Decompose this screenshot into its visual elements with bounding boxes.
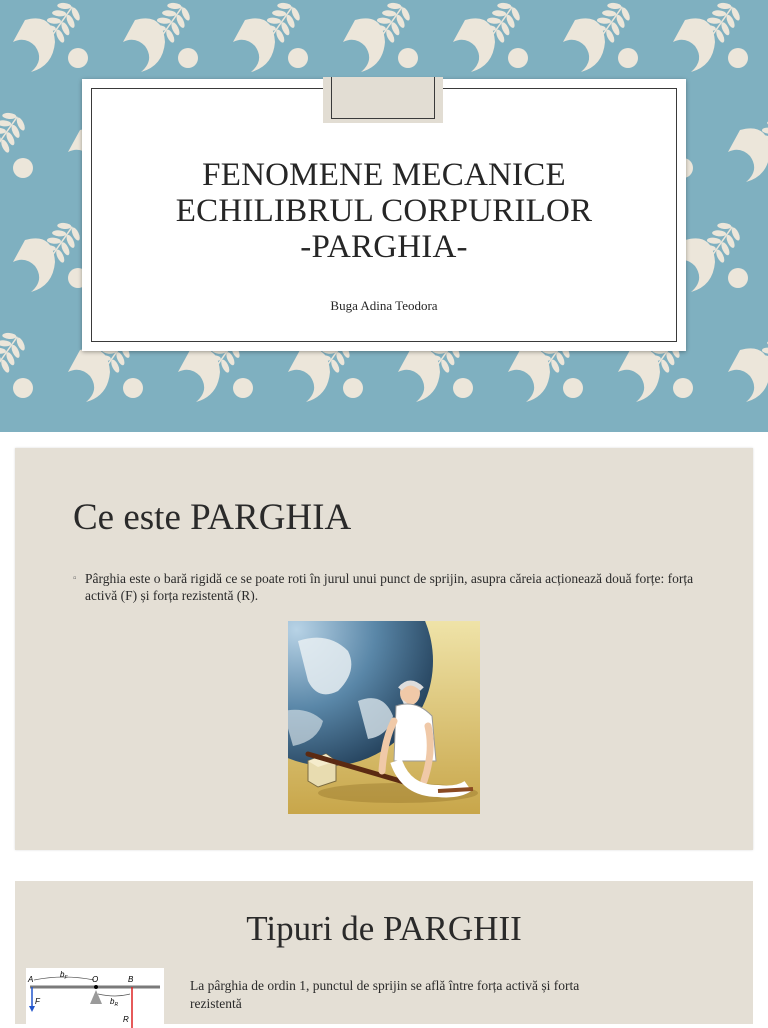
label-b: B: [128, 975, 134, 984]
label-br: $b_R$: [110, 997, 119, 1008]
presentation-title: [82, 157, 686, 265]
title-line-3: -PARGHIA-: [300, 229, 468, 265]
title-card-tab: [323, 77, 443, 123]
title-slide: [0, 0, 768, 432]
slide-heading: Tipuri de PARGHII: [246, 909, 522, 948]
label-bf: $b_F$: [60, 970, 68, 981]
first-class-lever-diagram: [26, 968, 164, 1028]
label-r: R: [123, 1015, 129, 1024]
title-line-2: ECHILIBRUL CORPURILOR: [175, 193, 593, 229]
author-name: Buga Adina Teodora: [330, 298, 438, 313]
label-o: O: [92, 975, 99, 984]
title-line-1: FENOMENE MECANICE: [202, 157, 566, 193]
bullet-text: Pârghia este o bară rigidă ce se poate roti în jurul unui punct de sprijin, asupra căreia acționează două forțe: forța activă (F) și forța rezistentă (R).: [85, 571, 694, 603]
title-card: [82, 79, 686, 351]
archimedes-lever-illustration: [288, 621, 480, 814]
definition-bullet: [73, 570, 695, 604]
lever-types-slide: [15, 881, 753, 1024]
bullet-marker: ▫: [73, 573, 77, 584]
lever-type-description: La pârghia de ordin 1, punctul de sprijin se află între forța activă și forta rezistentă: [190, 978, 580, 1011]
label-a: A: [28, 975, 34, 984]
label-f: F: [35, 997, 40, 1006]
definition-slide: [15, 448, 753, 850]
slide-heading: Ce este PARGHIA: [73, 497, 352, 538]
